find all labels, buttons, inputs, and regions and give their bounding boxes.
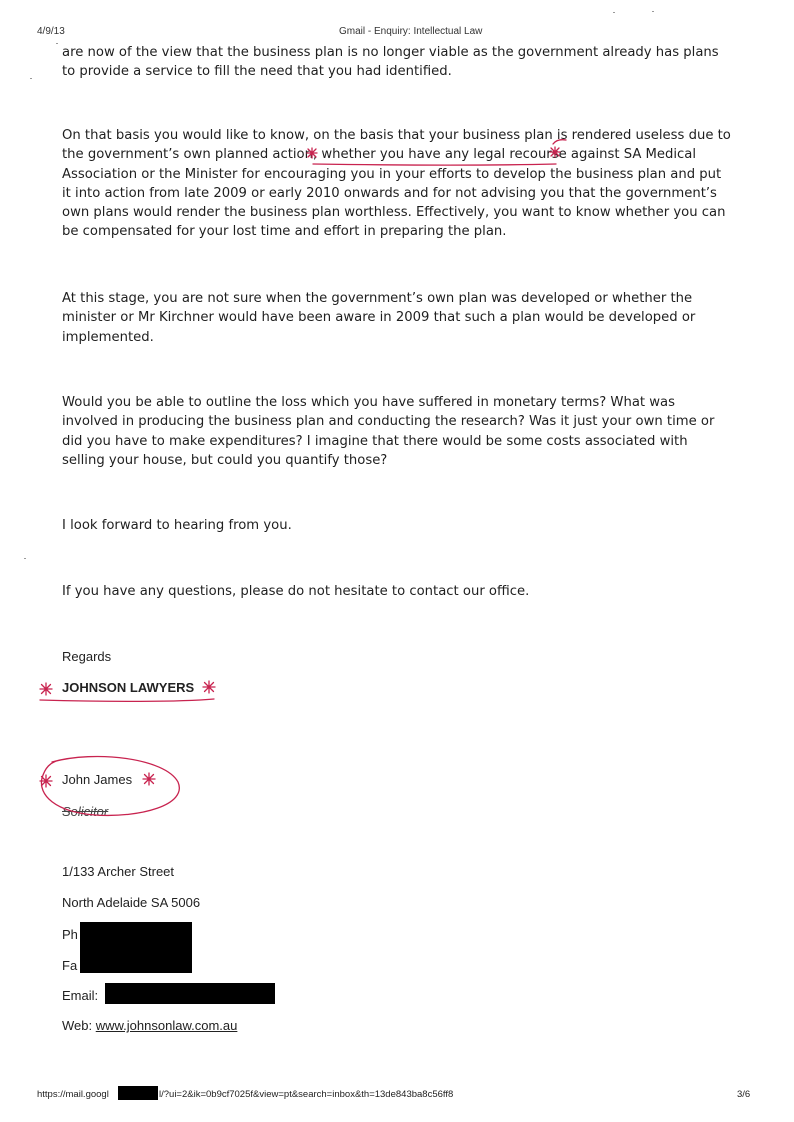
email-label: Email: bbox=[62, 988, 99, 1003]
paragraph-2 bbox=[62, 126, 732, 242]
footer-url-prefix: https://mail.googl bbox=[37, 1089, 109, 1100]
scan-speck bbox=[30, 78, 32, 79]
phone-fax-redaction bbox=[80, 922, 192, 973]
web-label: Web: bbox=[62, 1018, 93, 1033]
asterisk-icon bbox=[40, 775, 52, 787]
paragraph-2-end: against SA Medical Association or the Minister for encouraging you in your efforts to develop the business plan and put it into action from late 2009 or early 2010 onwards and for not advising you that the government’s own plans would render the business plan worthless. Effectively, you want to know whether you can be compensated for your lost time and effort in preparing the plan. bbox=[62, 147, 726, 240]
paragraph-4: Would you be able to outline the loss which you have suffered in monetary terms? What was involved in producing the business plan and conducting the research? Was it just your own time or did you have to make expenditures? I imagine that there would be some costs associated with selling your house, but could you quantify those? bbox=[62, 395, 715, 468]
phone-label: Ph bbox=[62, 927, 78, 942]
paragraph-2-start: On that basis you would like to know, on the basis that your business plan is rendered useless due to the government’s own planned action, bbox=[62, 128, 731, 163]
firm-name: JOHNSON LAWYERS bbox=[62, 680, 195, 695]
address-line-2: North Adelaide SA 5006 bbox=[62, 895, 201, 910]
footer-url-suffix: l/?ui=2&ik=0b9cf7025f&view=pt&search=inbox&th=13de843ba8c56ff8 bbox=[159, 1089, 454, 1100]
signatory-name: John James bbox=[62, 772, 133, 787]
paragraph-3: At this stage, you are not sure when the government’s own plan was developed or whether the minister or Mr Kirchner would have been aware in 2009 that such a plan would be developed or implemented. bbox=[62, 291, 696, 345]
asterisk-icon bbox=[143, 773, 155, 785]
scan-speck bbox=[56, 43, 58, 44]
paragraph-1: are now of the view that the business plan is no longer viable as the government already has plans to provide a service to fill the need that you had identified. bbox=[62, 45, 719, 80]
email-redaction bbox=[105, 983, 275, 1004]
regards-text: Regards bbox=[62, 649, 112, 664]
url-redaction bbox=[118, 1086, 158, 1100]
address-line-1: 1/133 Archer Street bbox=[62, 864, 175, 879]
scan-speck bbox=[613, 12, 615, 13]
page-number: 3/6 bbox=[737, 1089, 751, 1100]
closing-line: I look forward to hearing from you. bbox=[62, 518, 292, 533]
annotation-underline-firm bbox=[40, 699, 214, 701]
contact-line: If you have any questions, please do not hesitate to contact our office. bbox=[62, 584, 530, 599]
asterisk-icon bbox=[203, 681, 215, 693]
fax-label: Fa bbox=[62, 958, 78, 973]
scan-speck bbox=[24, 558, 26, 559]
website-link[interactable]: www.johnsonlaw.com.au bbox=[95, 1018, 238, 1033]
highlighted-phrase: whether you have any legal recourse bbox=[321, 147, 567, 163]
signatory-role: Solicitor bbox=[62, 804, 109, 819]
scan-speck bbox=[652, 11, 654, 12]
web-row bbox=[62, 1018, 237, 1033]
print-title: Gmail - Enquiry: Intellectual Law bbox=[339, 26, 483, 37]
asterisk-icon bbox=[40, 683, 52, 695]
print-date: 4/9/13 bbox=[37, 26, 65, 37]
